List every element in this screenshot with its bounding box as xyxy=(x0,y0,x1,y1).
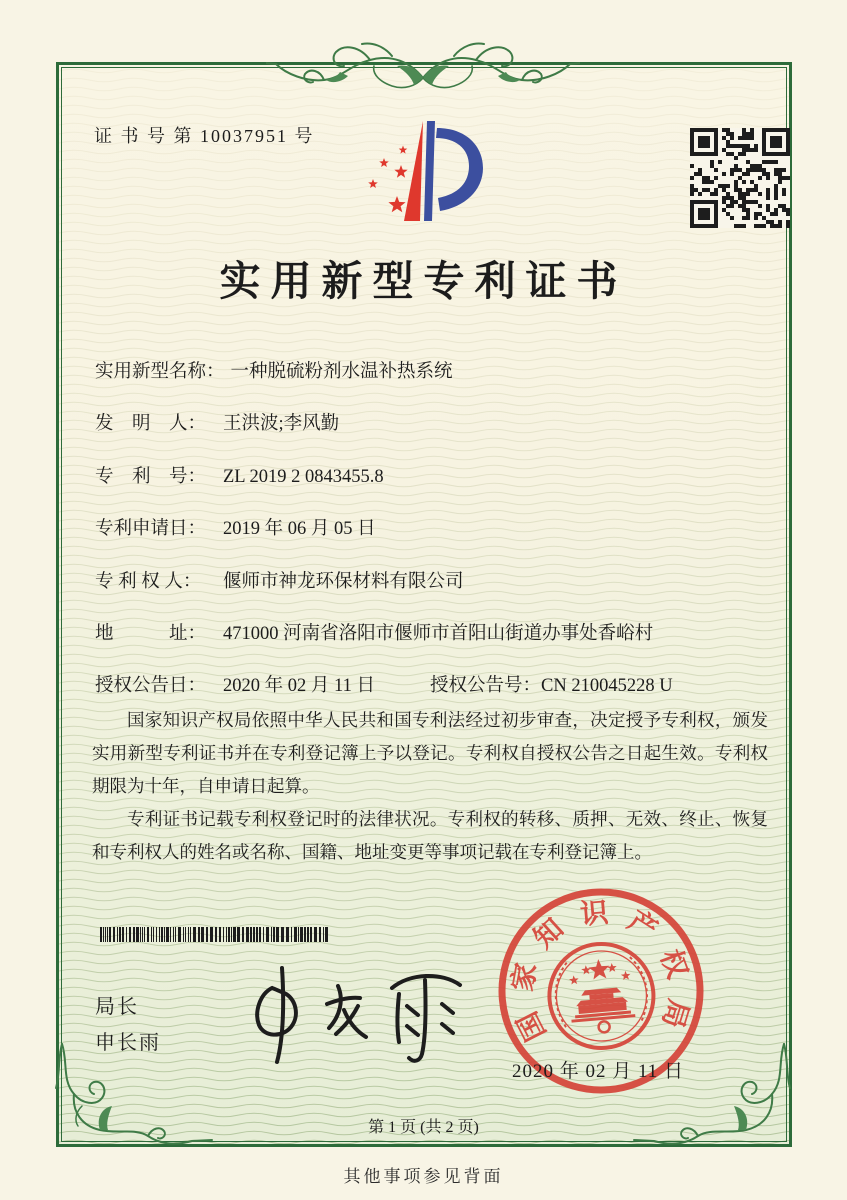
barcode xyxy=(100,926,328,944)
field-value: 471000 河南省洛阳市偃师市首阳山街道办事处香峪村 xyxy=(223,624,654,644)
field-row-filing-date xyxy=(95,517,376,542)
svg-text:产: 产 xyxy=(622,905,663,947)
qr-code xyxy=(690,128,790,228)
logo-blue-p-bowl xyxy=(436,128,483,211)
field-value: 王洪波;李风勤 xyxy=(223,414,340,434)
field-row-inventors xyxy=(95,412,339,437)
legal-paragraph: 国家知识产权局依照中华人民共和国专利法经过初步审查，决定授予专利权，颁发实用新型专利证书并在专利登记簿上予以登记。专利权自授权公告之日起生效。专利权期限为十年，自申请日起算。 xyxy=(92,710,768,796)
grant-number-value: CN 210045228 U xyxy=(541,676,673,696)
field-row-name xyxy=(95,360,453,385)
svg-text:权: 权 xyxy=(653,945,693,983)
field-row-patent-number xyxy=(95,465,384,490)
field-label: 专 利 权 人： xyxy=(95,572,202,592)
svg-text:识: 识 xyxy=(578,897,610,931)
logo-stars xyxy=(368,146,408,213)
svg-text:知: 知 xyxy=(528,913,570,955)
legal-paragraph: 专利证书记载专利权登记时的法律状况。专利权的转移、质押、无效、终止、恢复和专利权人的姓名或名称、国籍、地址变更等事项记载在专利登记簿上。 xyxy=(92,809,768,862)
director-name: 申长雨 xyxy=(95,1032,161,1054)
field-label: 实用新型名称： xyxy=(95,362,225,382)
page-number: 第 1 页 (共 2 页) xyxy=(368,1119,479,1136)
national-emblem xyxy=(545,940,658,1053)
back-side-note: 其他事项参见背面 xyxy=(343,1167,504,1186)
grant-date-value: 2020 年 02 月 11 日 xyxy=(223,676,375,696)
field-value: 偃师市神龙环保材料有限公司 xyxy=(223,572,464,592)
grant-number-label: 授权公告号： xyxy=(430,676,542,696)
certificate-title: 实用新型专利证书 xyxy=(219,258,628,304)
field-label: 发 明 人： xyxy=(95,414,207,434)
legal-text-block xyxy=(92,704,768,869)
director-title-label: 局长 xyxy=(95,996,139,1018)
svg-text:家: 家 xyxy=(507,960,543,994)
svg-text:国: 国 xyxy=(512,1006,553,1046)
field-label: 专利申请日： xyxy=(95,519,207,539)
field-value: ZL 2019 2 0843455.8 xyxy=(223,467,384,487)
svg-text:局: 局 xyxy=(655,995,694,1032)
field-label: 地 址： xyxy=(95,624,207,644)
field-label: 专 利 号： xyxy=(95,467,207,487)
field-value: 2019 年 06 月 05 日 xyxy=(223,519,376,539)
director-signature xyxy=(232,958,482,1068)
field-row-address xyxy=(95,622,653,647)
field-row-patentee xyxy=(95,570,464,595)
top-border-flourish-ornament xyxy=(266,36,580,94)
logo-red-wedge xyxy=(404,121,423,221)
field-value: 一种脱硫粉剂水温补热系统 xyxy=(230,362,453,382)
grant-date-label: 授权公告日： xyxy=(95,676,207,696)
seal-date: 2020 年 02 月 11 日 xyxy=(512,1061,685,1082)
cnipa-logo xyxy=(360,118,500,230)
certificate-number: 证 书 号 第 10037951 号 xyxy=(94,126,315,146)
logo-blue-bar xyxy=(424,121,435,221)
field-row-grant xyxy=(95,674,673,699)
